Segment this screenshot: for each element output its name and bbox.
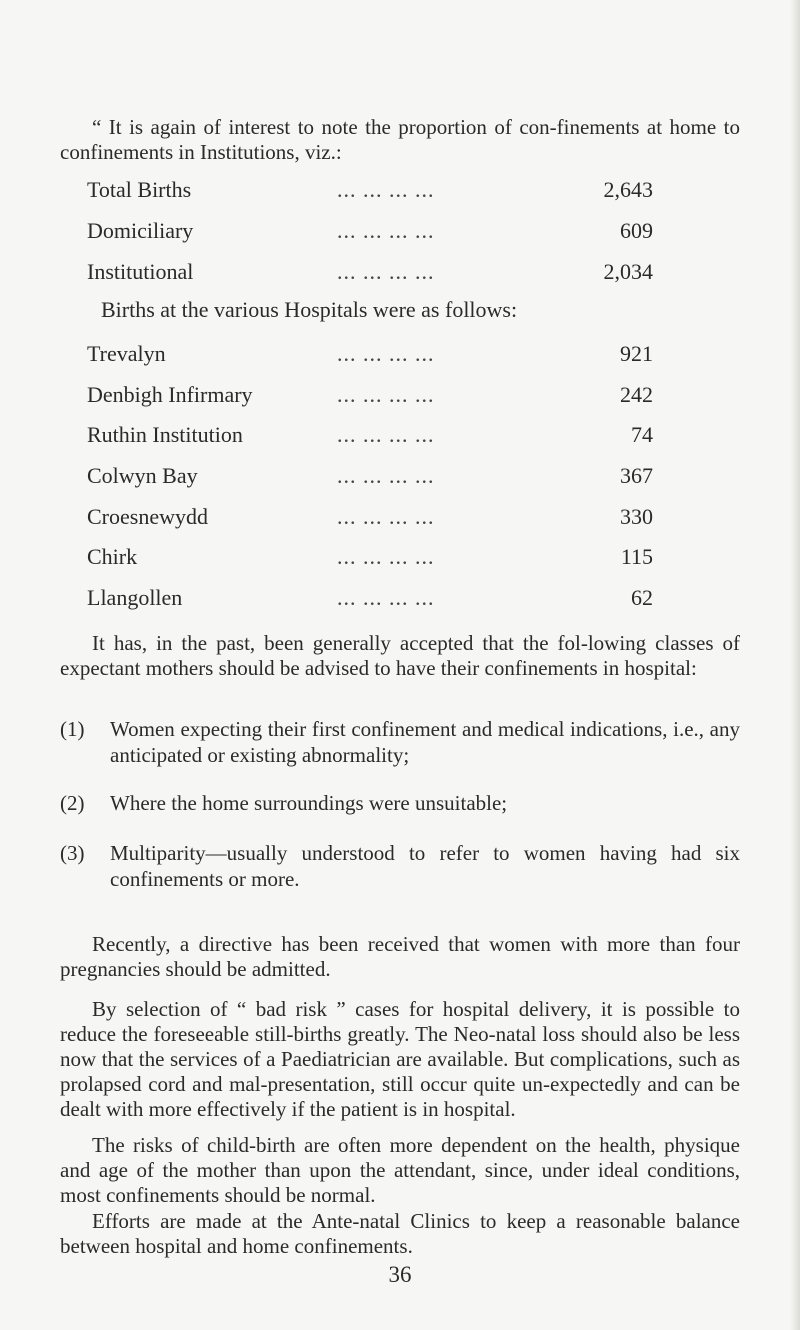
classes-paragraph: It has, in the past, been generally accepted that the fol-lowing classes of expectant mothers should be advised to have their confinements in hospital: <box>60 631 740 680</box>
hospital-births: 242 <box>620 382 653 407</box>
hospital-name: Denbigh Infirmary <box>87 382 253 407</box>
totals-row <box>87 218 653 246</box>
hospital-row <box>87 504 653 532</box>
list-number: (3) <box>60 841 85 865</box>
hospital-name: Llangollen <box>87 585 183 610</box>
hospital-name: Colwyn Bay <box>87 463 198 488</box>
hospital-births: 74 <box>631 422 653 447</box>
dot-leader: ... ... ... ... <box>337 177 435 202</box>
selection-paragraph: By selection of “ bad risk ” cases for hospital delivery, it is possible to reduce the foreseeable still-births greatly. The Neo-natal loss should also be less now that the services of a Paediatrician are available. But complications, such as prolapsed cord and mal-presentation, still occur quite un-expectedly and can be dealt with more effectively if the patient is in hospital. <box>60 997 740 1121</box>
row-label: Domiciliary <box>87 218 194 243</box>
page-number: 36 <box>388 1262 412 1287</box>
row-label: Institutional <box>87 259 194 284</box>
hospital-row <box>87 585 653 613</box>
hospital-name: Trevalyn <box>87 341 166 366</box>
hospital-row <box>87 422 653 450</box>
hospital-row <box>87 341 653 369</box>
page-edge-shadow <box>790 0 800 1330</box>
dot-leader: ... ... ... ... <box>337 218 435 243</box>
hospital-row <box>87 544 653 572</box>
row-value: 2,643 <box>603 177 653 202</box>
row-value: 2,034 <box>603 259 653 284</box>
hospital-name: Ruthin Institution <box>87 422 243 447</box>
dot-leader: ... ... ... ... <box>337 544 435 569</box>
list-text: Where the home surroundings were unsuitable; <box>110 791 508 815</box>
hospital-births: 921 <box>620 341 653 366</box>
hospitals-intro: Births at the various Hospitals were as follows: <box>101 297 518 322</box>
hospital-row <box>87 382 653 410</box>
dot-leader: ... ... ... ... <box>337 463 435 488</box>
recently-paragraph: Recently, a directive has been received that women with more than four pregnancies should be admitted. <box>60 932 740 981</box>
dot-leader: ... ... ... ... <box>337 382 435 407</box>
hospital-name: Chirk <box>87 544 138 569</box>
dot-leader: ... ... ... ... <box>337 422 435 447</box>
totals-row <box>87 259 653 287</box>
intro-paragraph: “ It is again of interest to note the proportion of con-finements at home to confinements in Institutions, viz.: <box>60 115 740 164</box>
row-label: Total Births <box>87 177 192 202</box>
totals-row <box>87 177 653 205</box>
hospital-name: Croesnewydd <box>87 504 208 529</box>
list-text: Multiparity—usually understood to refer to women having had six confinements or more. <box>110 841 740 891</box>
list-text: Women expecting their first confinement and medical indications, i.e., any anticipated or existing abnormality; <box>110 717 740 767</box>
risks-paragraph: The risks of child-birth are often more dependent on the health, physique and age of the mother than upon the attendant, since, under ideal conditions, most confinements should be normal. <box>60 1133 740 1207</box>
list-number: (1) <box>60 717 85 741</box>
hospital-births: 330 <box>620 504 653 529</box>
dot-leader: ... ... ... ... <box>337 504 435 529</box>
dot-leader: ... ... ... ... <box>337 259 435 284</box>
dot-leader: ... ... ... ... <box>337 585 435 610</box>
row-value: 609 <box>620 218 653 243</box>
list-number: (2) <box>60 791 85 815</box>
hospital-births: 62 <box>631 585 653 610</box>
efforts-paragraph: Efforts are made at the Ante-natal Clinics to keep a reasonable balance between hospital and home confinements. <box>60 1209 740 1258</box>
hospital-births: 115 <box>620 544 653 569</box>
dot-leader: ... ... ... ... <box>337 341 435 366</box>
hospital-births: 367 <box>620 463 653 488</box>
hospital-row <box>87 463 653 491</box>
